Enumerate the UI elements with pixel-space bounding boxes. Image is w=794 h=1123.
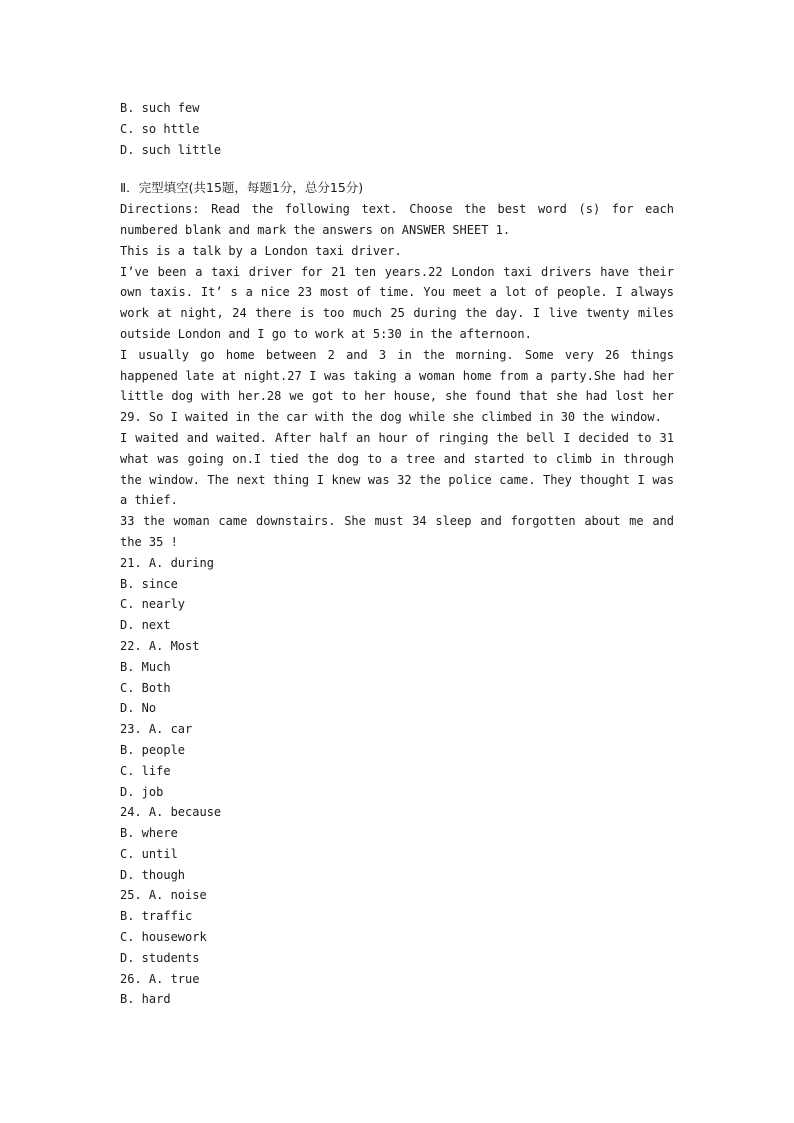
option-line: C. Both bbox=[120, 680, 171, 695]
question-26 bbox=[120, 969, 674, 1011]
passage-paragraph-3: I waited and waited. After half an hour of ringing the bell I decided to 31 what was going on.I tied the dog to a tree and started to climb in through the window. The next thing I knew was 32 the police came. They thought I was a thief. bbox=[120, 430, 674, 508]
option-line: B. hard bbox=[120, 992, 171, 1007]
question-21 bbox=[120, 553, 674, 636]
document-page bbox=[120, 98, 674, 1010]
question-stem: 22. A. Most bbox=[120, 638, 200, 653]
passage-paragraph-2: I usually go home between 2 and 3 in the morning. Some very 26 things happened late at night.27 I was taking a woman home from a party.She had her little dog with her.28 we got to her house, she found that she had lost her 29. So I waited in the car with the dog while she climbed in 30 the window. bbox=[120, 347, 674, 425]
option-line: C. housework bbox=[120, 930, 207, 945]
option-line: D. next bbox=[120, 618, 171, 633]
option-line: C. until bbox=[120, 846, 178, 861]
question-stem: 25. A. noise bbox=[120, 888, 207, 903]
section-heading: Ⅱ．完型填空(共15题，每题1分，总分15分) bbox=[120, 180, 364, 196]
question-stem: 24. A. because bbox=[120, 805, 222, 820]
option-line: C. so httle bbox=[120, 121, 200, 136]
option-line: D. such little bbox=[120, 142, 222, 157]
question-25 bbox=[120, 885, 674, 968]
passage-intro: This is a talk by a London taxi driver. bbox=[120, 243, 402, 258]
option-line: C. life bbox=[120, 763, 171, 778]
option-line: B. people bbox=[120, 742, 186, 757]
option-line: D. No bbox=[120, 701, 157, 716]
option-line: B. where bbox=[120, 826, 178, 841]
question-stem: 21. A. during bbox=[120, 555, 214, 570]
question-stem: 26. A. true bbox=[120, 971, 200, 986]
passage-paragraph-4: 33 the woman came downstairs. She must 34 sleep and forgotten about me and the 35 ! bbox=[120, 514, 674, 549]
option-line: B. since bbox=[120, 576, 178, 591]
option-line: D. though bbox=[120, 867, 186, 882]
question-23 bbox=[120, 719, 674, 802]
question-24 bbox=[120, 802, 674, 885]
option-line: C. nearly bbox=[120, 597, 186, 612]
option-line: B. traffic bbox=[120, 909, 193, 924]
option-line: D. job bbox=[120, 784, 164, 799]
question-stem: 23. A. car bbox=[120, 722, 193, 737]
question-22 bbox=[120, 636, 674, 719]
directions-text: Directions: Read the following text. Choose the best word (s) for each numbered blank and mark the answers on ANSWER SHEET 1. bbox=[120, 202, 674, 237]
option-line: B. Much bbox=[120, 659, 171, 674]
option-line: B. such few bbox=[120, 101, 200, 115]
option-line: D. students bbox=[120, 950, 200, 965]
previous-question-options bbox=[120, 98, 674, 160]
passage-paragraph-1: I’ve been a taxi driver for 21 ten years.22 London taxi drivers have their own taxis. It’ s a nice 23 most of time. You meet a lot of people. I always work at night, 24 there is too much 25 during the day. I live twenty miles outside London and I go to work at 5:30 in the afternoon. bbox=[120, 264, 674, 341]
